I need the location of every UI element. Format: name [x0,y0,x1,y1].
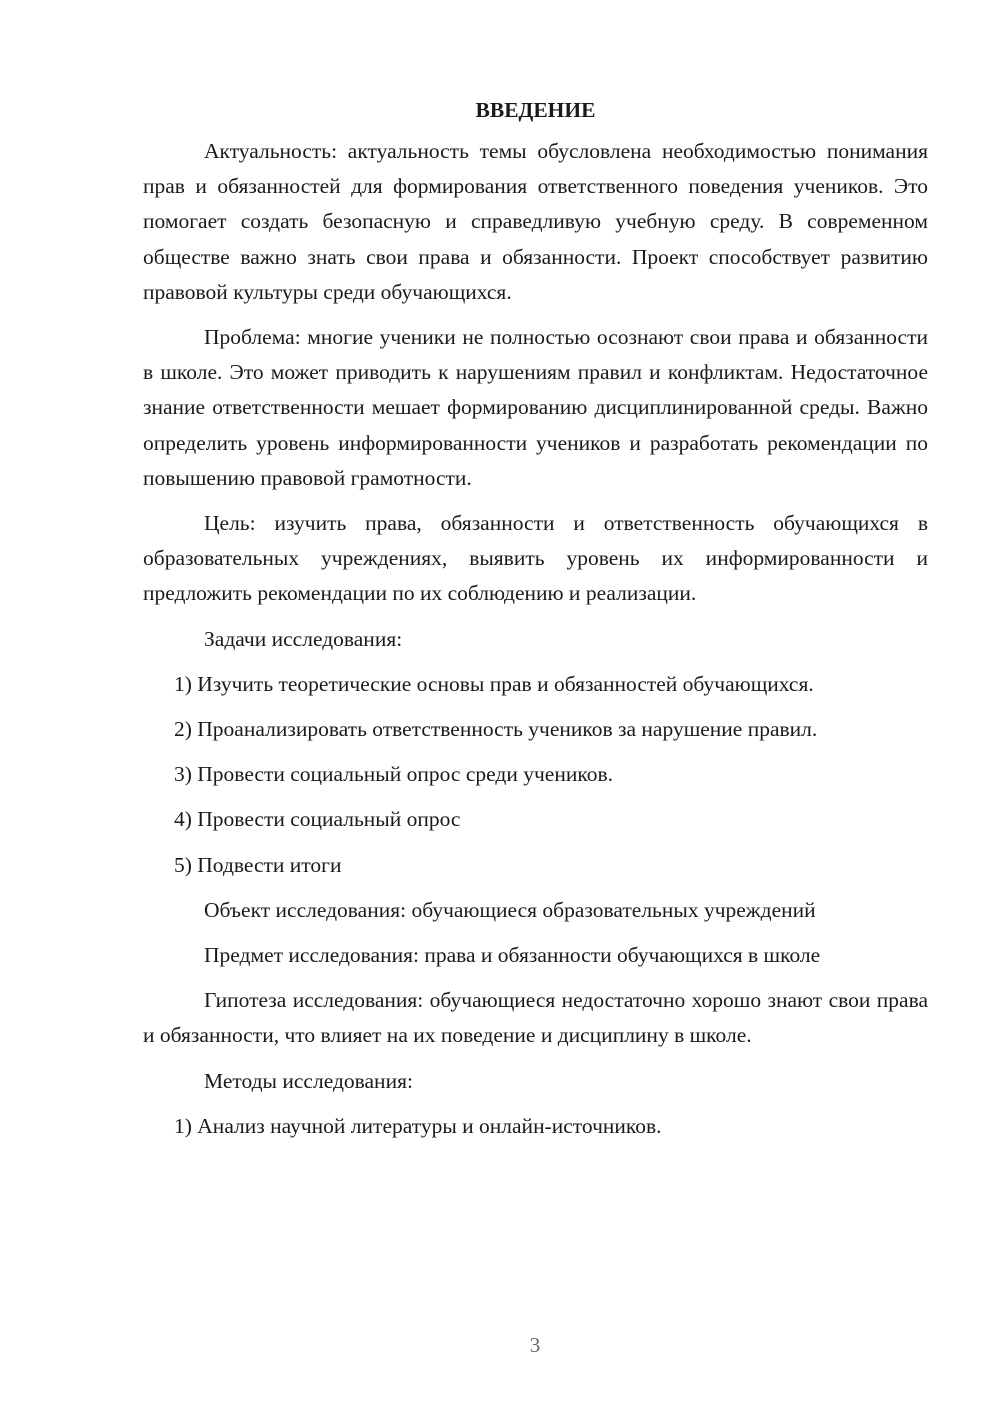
paragraph-goal: Цель: изучить права, обязанности и ответственность обучающихся в образовательных учреждениях, выявить уровень их информированности и предложить рекомендации по их соблюдению и реализации. [143,511,928,606]
tasks-list [143,667,928,883]
list-item: 5) Подвести итоги [174,852,342,877]
list-item: 2) Проанализировать ответственность учеников за нарушение правил. [174,717,818,742]
research-object: Объект исследования: обучающиеся образовательных учреждений [204,897,816,922]
paragraph-hypothesis: Гипотеза исследования: обучающиеся недостаточно хорошо знают свои права и обязанности, что влияет на их поведение и дисциплину в школе. [143,988,928,1048]
list-item: 1) Изучить теоретические основы прав и обязанностей обучающихся. [174,671,814,696]
page-content [143,92,928,1154]
methods-list [143,1109,928,1144]
tasks-heading: Задачи исследования: [204,626,403,651]
list-item: 3) Провести социальный опрос среди учеников. [174,762,613,787]
list-item: 1) Анализ научной литературы и онлайн-источников. [174,1113,662,1138]
research-subject: Предмет исследования: права и обязанности обучающихся в школе [204,943,821,968]
page-title: ВВЕДЕНИЕ [475,98,596,122]
list-item: 4) Провести социальный опрос [174,807,461,832]
paragraph-relevance: Актуальность: актуальность темы обусловлена необходимостью понимания прав и обязанностей для формирования ответственного поведения учеников. Это помогает создать безопасную и справедливую учебную среду. В современном обществе важно знать свои права и обязанности. Проект способствует развитию правовой культуры среди обучающихся. [143,139,928,304]
methods-heading: Методы исследования: [204,1068,413,1093]
paragraph-problem: Проблема: многие ученики не полностью осознают свои права и обязанности в школе. Это может приводить к нарушениям правил и конфликтам. Недостаточное знание ответственности мешает формированию дисциплинированной среды. Важно определить уровень информированности учеников и разработать рекомендации по повышению правовой грамотности. [143,325,928,490]
page-number: 3 [529,1333,541,1357]
